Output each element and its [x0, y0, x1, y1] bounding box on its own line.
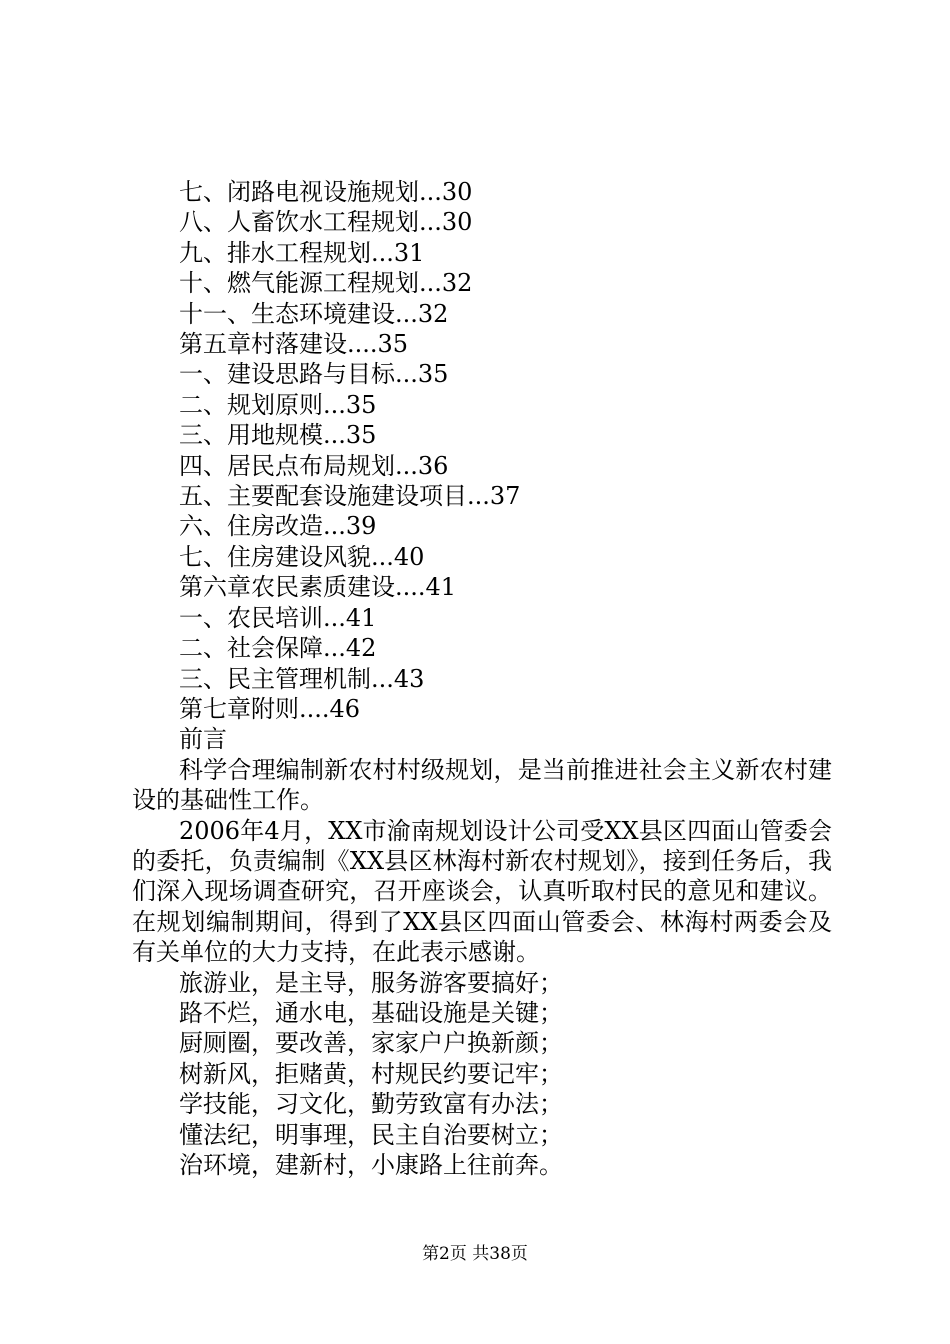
verse-line: 厨厕圈，要改善，家家户户换新颜； — [179, 1029, 563, 1058]
body-paragraph: 2006年4月，XX市渝南规划设计公司受XX县区四面山管委会的委托，负责编制《XX县区林海村新农村规划》，接到任务后，我们深入现场调查研究，召开座谈会，认真听取村民的意见和建议。在规划编制期间，得到了XX县区四面山管委会、林海村两委会及有关单位的大力支持，在此表示感谢。 — [132, 816, 832, 967]
toc-entry: 一、建设思路与目标...35 — [179, 360, 449, 389]
toc-entry: 四、居民点布局规划...36 — [179, 451, 449, 480]
toc-chapter-entry: 第六章农民素质建设....41 — [179, 573, 457, 602]
verse-line: 路不烂，通水电，基础设施是关键； — [179, 998, 563, 1027]
toc-entry: 三、民主管理机制...43 — [179, 664, 425, 693]
verse-line: 学技能，习文化，勤劳致富有办法； — [179, 1090, 563, 1119]
verse-block — [132, 968, 832, 1181]
section-heading-preface: 前言 — [179, 725, 227, 754]
toc-entry: 二、社会保障...42 — [179, 634, 377, 663]
toc-entry: 七、住房建设风貌...40 — [179, 542, 425, 571]
toc-entry: 一、农民培训...41 — [179, 603, 377, 632]
page-footer: 第2页 共38页 — [422, 1244, 528, 1264]
verse-line: 旅游业，是主导，服务游客要搞好； — [179, 968, 563, 997]
verse-line: 树新风，拒赌黄，村规民约要记牢； — [179, 1059, 563, 1088]
verse-line: 治环境，建新村，小康路上往前奔。 — [179, 1151, 563, 1179]
toc-entry: 三、用地规模...35 — [179, 421, 377, 450]
toc-entry: 十、燃气能源工程规划...32 — [179, 269, 473, 298]
toc-entry: 八、人畜饮水工程规划...30 — [179, 208, 473, 237]
toc-entry: 五、主要配套设施建设项目...37 — [179, 482, 521, 511]
table-of-contents — [132, 177, 832, 755]
toc-chapter-entry: 第七章附则....46 — [179, 694, 361, 723]
body-paragraph: 科学合理编制新农村村级规划，是当前推进社会主义新农村建设的基础性工作。 — [132, 755, 832, 815]
verse-line: 懂法纪，明事理，民主自治要树立； — [179, 1120, 563, 1149]
toc-chapter-entry: 第五章村落建设....35 — [179, 330, 409, 359]
toc-entry: 二、规划原则...35 — [179, 390, 377, 419]
toc-entry: 九、排水工程规划...31 — [179, 238, 425, 267]
toc-entry: 六、住房改造...39 — [179, 512, 377, 541]
toc-entry: 七、闭路电视设施规划...30 — [179, 178, 473, 206]
page-content — [132, 177, 832, 1180]
toc-entry: 十一、生态环境建设...32 — [179, 299, 449, 328]
